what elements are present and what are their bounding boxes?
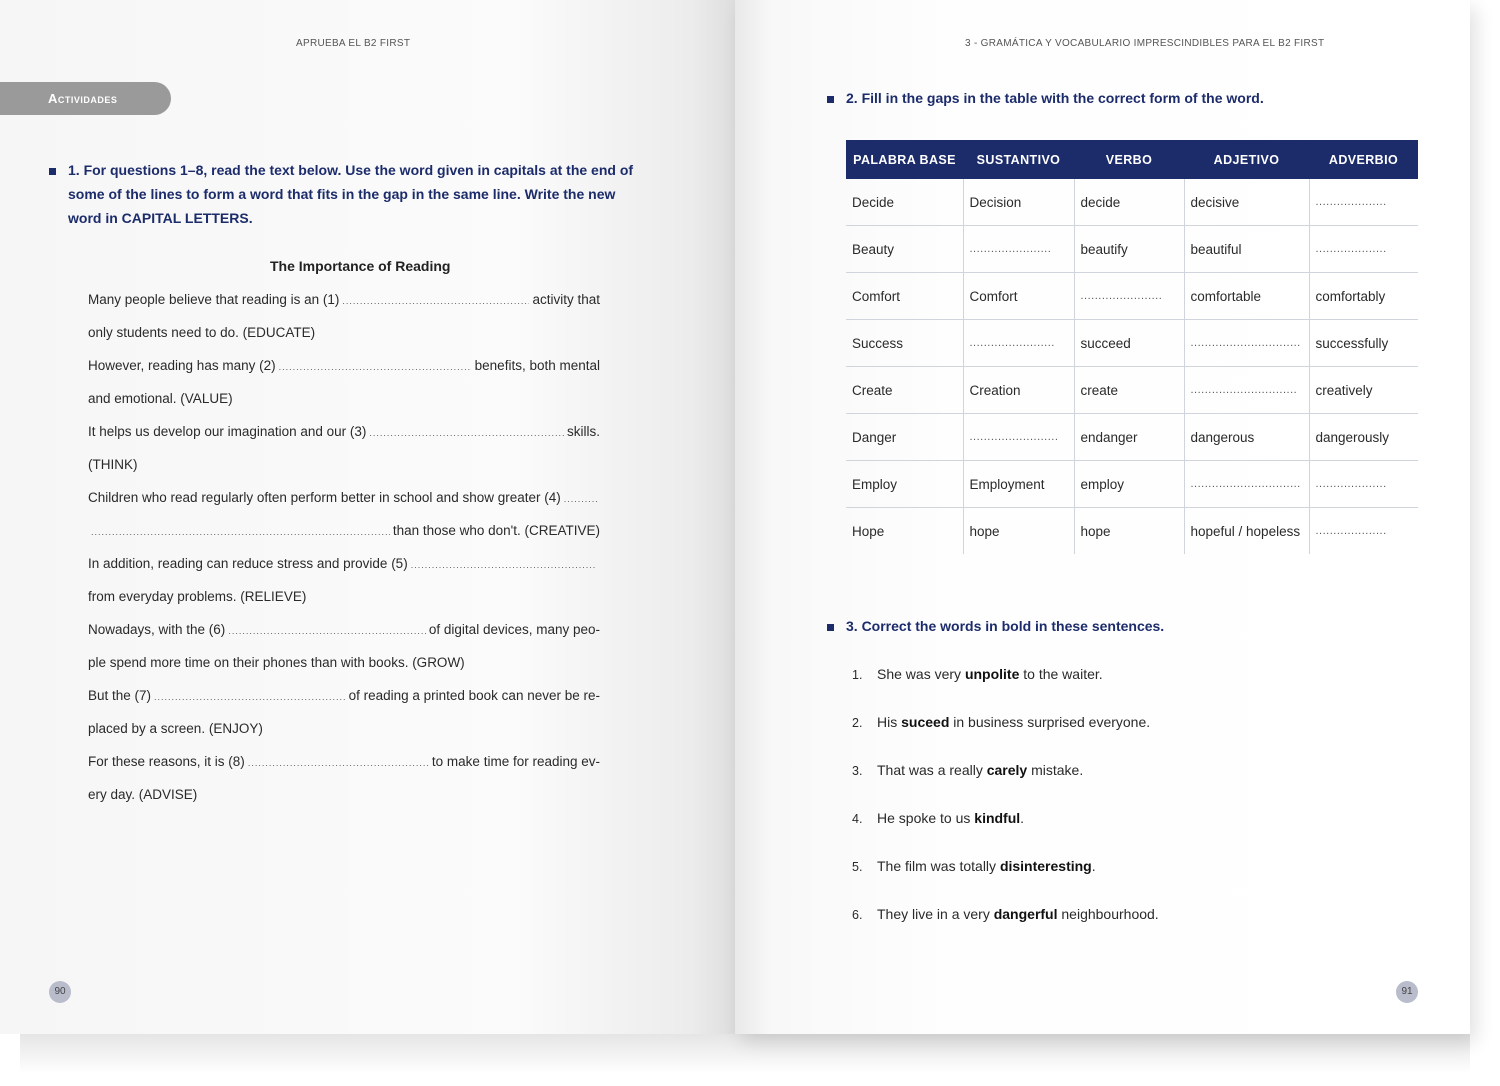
sentence-number: 5. <box>852 860 863 874</box>
task-2-instructions: 2. Fill in the gaps in the table with the correct form of the word. <box>846 90 1264 106</box>
task-bullet-icon <box>49 168 56 175</box>
list-item <box>852 854 1159 902</box>
table-gap-cell[interactable]: ........................ <box>963 320 1074 367</box>
reading-line: only students need to do. (EDUCATE) <box>88 325 316 340</box>
table-row <box>846 179 1418 226</box>
reading-line <box>88 518 600 551</box>
page-number-left: 90 <box>49 981 71 1003</box>
list-item <box>852 662 1159 710</box>
table-row <box>846 367 1418 414</box>
table-cell: comfortable <box>1184 273 1309 320</box>
table-gap-cell[interactable]: .............................. <box>1184 367 1309 414</box>
table-cell: Comfort <box>963 273 1074 320</box>
answer-gap[interactable] <box>369 421 564 446</box>
table-header-row <box>846 140 1418 179</box>
reading-line: and emotional. (VALUE) <box>88 391 233 406</box>
reading-line <box>88 683 600 716</box>
table-cell: decisive <box>1184 179 1309 226</box>
table-cell: dangerous <box>1184 414 1309 461</box>
answer-gap[interactable] <box>411 553 597 578</box>
table-cell: Decide <box>846 179 963 226</box>
column-header: PALABRA BASE <box>846 140 963 179</box>
table-cell: Creation <box>963 367 1074 414</box>
sentence-text: . <box>1020 810 1025 826</box>
word-formation-table <box>846 140 1418 554</box>
sentence-text: He spoke to us <box>877 810 975 826</box>
reading-line <box>88 353 600 386</box>
reading-line-start: But the (7) <box>88 688 152 703</box>
answer-gap[interactable] <box>248 751 429 776</box>
table-cell: dangerously <box>1309 414 1418 461</box>
reading-line <box>88 419 600 452</box>
reading-line: ery day. (ADVISE) <box>88 787 198 802</box>
reading-line-end: of reading a printed book can never be re- <box>348 688 600 703</box>
table-gap-cell[interactable]: ....................... <box>1074 273 1184 320</box>
answer-gap[interactable] <box>564 487 597 512</box>
table-cell: endanger <box>1074 414 1184 461</box>
sentence-number: 3. <box>852 764 863 778</box>
reading-line-end: of digital devices, many peo- <box>428 622 600 637</box>
table-row <box>846 461 1418 508</box>
answer-gap[interactable] <box>91 520 390 545</box>
sentence-text: She was very <box>877 666 965 682</box>
reading-line: (THINK) <box>88 457 138 472</box>
table-row <box>846 414 1418 461</box>
reading-line: placed by a screen. (ENJOY) <box>88 721 263 736</box>
table-gap-cell[interactable]: .................... <box>1309 461 1418 508</box>
sentence-text: His <box>877 714 902 730</box>
list-item <box>852 710 1159 758</box>
reading-line-end: to make time for reading ev- <box>431 754 600 769</box>
correction-sentences <box>852 662 1159 950</box>
column-header: VERBO <box>1074 140 1184 179</box>
table-cell: succeed <box>1074 320 1184 367</box>
table-gap-cell[interactable]: .................... <box>1315 525 1387 537</box>
answer-gap[interactable] <box>154 685 346 710</box>
reading-line <box>88 551 600 584</box>
running-head-right: 3 - GRAMÁTICA Y VOCABULARIO IMPRESCINDIBLES PARA EL B2 FIRST <box>965 38 1325 49</box>
table-cell: creatively <box>1309 367 1418 414</box>
task-bullet-icon <box>827 624 834 631</box>
sentence-text: They live in a very <box>877 906 994 922</box>
task-3-instructions: 3. Correct the words in bold in these sentences. <box>846 618 1165 634</box>
task-bullet-icon <box>827 96 834 103</box>
reading-line-end: skills. <box>567 424 600 439</box>
section-tab: Actividades <box>0 82 171 115</box>
reading-line-start: Children who read regularly often perform better in school and show greater (4) <box>88 490 561 505</box>
column-header: ADVERBIO <box>1309 140 1418 179</box>
reading-line-start: For these reasons, it is (8) <box>88 754 245 769</box>
reading-line-end: benefits, both mental <box>474 358 600 373</box>
table-cell: Danger <box>846 414 963 461</box>
incorrect-word: disinteresting <box>999 858 1092 874</box>
task-1-instructions: 1. For questions 1–8, read the text below. Use the word given in capitals at the end of some of the lines to form a word that fits in the gap in the same line. Write the new word in CAPITAL LETTERS. <box>68 162 634 226</box>
reading-line-start: Many people believe that reading is an (1) <box>88 292 340 307</box>
list-item <box>852 758 1159 806</box>
sentence-number: 4. <box>852 812 863 826</box>
table-cell: create <box>1074 367 1184 414</box>
table-cell: beautify <box>1074 226 1184 273</box>
sentence-text: That was a really <box>877 762 987 778</box>
reading-line-start: However, reading has many (2) <box>88 358 276 373</box>
answer-gap[interactable] <box>228 619 426 644</box>
table-gap-cell[interactable]: ......................... <box>963 414 1074 461</box>
table-cell: Success <box>846 320 963 367</box>
sentence-text: in business surprised everyone. <box>949 714 1151 730</box>
reading-line: from everyday problems. (RELIEVE) <box>88 589 307 604</box>
table-cell: beautiful <box>1184 226 1309 273</box>
incorrect-word: carely <box>986 762 1028 778</box>
table-cell: comfortably <box>1309 273 1418 320</box>
reading-line-start: In addition, reading can reduce stress and provide (5) <box>88 556 408 571</box>
table-gap-cell[interactable]: ............................... <box>1184 320 1309 367</box>
reading-line-end: activity that <box>532 292 600 307</box>
table-row <box>846 320 1418 367</box>
table-cell: hopeful / hopeless <box>1184 508 1309 555</box>
incorrect-word: dangerful <box>993 906 1058 922</box>
reading-line <box>88 617 600 650</box>
list-item <box>852 902 1159 950</box>
table-cell: Hope <box>846 508 963 555</box>
sentence-number: 6. <box>852 908 863 922</box>
running-head-left: APRUEBA EL B2 FIRST <box>296 38 411 49</box>
page-number-right: 91 <box>1396 981 1418 1003</box>
reading-title: The Importance of Reading <box>270 258 451 274</box>
sentence-text: . <box>1091 858 1096 874</box>
table-gap-cell[interactable]: .................... <box>1309 226 1418 273</box>
page-shadow <box>20 1034 1470 1074</box>
table-cell: Decision <box>963 179 1074 226</box>
table-cell: Employ <box>846 461 963 508</box>
answer-gap[interactable] <box>279 355 472 380</box>
table-cell: Create <box>846 367 963 414</box>
reading-line-start: Nowadays, with the (6) <box>88 622 226 637</box>
table-gap-cell[interactable]: ....................... <box>963 226 1074 273</box>
table-cell: employ <box>1074 461 1184 508</box>
table-cell: decide <box>1074 179 1184 226</box>
reading-line <box>88 749 600 782</box>
reading-line <box>88 287 600 320</box>
table-row <box>846 226 1418 273</box>
answer-gap[interactable] <box>342 289 529 314</box>
table-gap-cell[interactable]: ............................... <box>1184 461 1309 508</box>
table-cell: successfully <box>1309 320 1418 367</box>
sentence-text: mistake. <box>1027 762 1084 778</box>
reading-line: ple spend more time on their phones than with books. (GROW) <box>88 655 465 670</box>
table-cell: Beauty <box>846 226 963 273</box>
reading-line-end: than those who don't. (CREATIVE) <box>392 523 600 538</box>
column-header: SUSTANTIVO <box>963 140 1074 179</box>
list-item <box>852 806 1159 854</box>
incorrect-word: unpolite <box>964 666 1020 682</box>
table-gap-cell[interactable]: .................... <box>1309 179 1418 226</box>
column-header: ADJETIVO <box>1184 140 1309 179</box>
sentence-text: neighbourhood. <box>1057 906 1159 922</box>
sentence-number: 2. <box>852 716 863 730</box>
sentence-number: 1. <box>852 668 863 682</box>
table-row <box>846 273 1418 320</box>
incorrect-word: suceed <box>901 714 950 730</box>
reading-line <box>88 485 600 518</box>
table-cell: Comfort <box>846 273 963 320</box>
reading-line-start: It helps us develop our imagination and our (3) <box>88 424 367 439</box>
incorrect-word: kindful <box>974 810 1021 826</box>
left-page <box>0 0 735 1034</box>
sentence-text: The film was totally <box>877 858 1000 874</box>
reading-text <box>88 287 600 815</box>
table-cell: hope <box>963 508 1074 555</box>
sentence-text: to the waiter. <box>1019 666 1103 682</box>
table-cell: hope <box>1074 508 1184 555</box>
table-row <box>846 508 1418 555</box>
table-cell: Employment <box>963 461 1074 508</box>
